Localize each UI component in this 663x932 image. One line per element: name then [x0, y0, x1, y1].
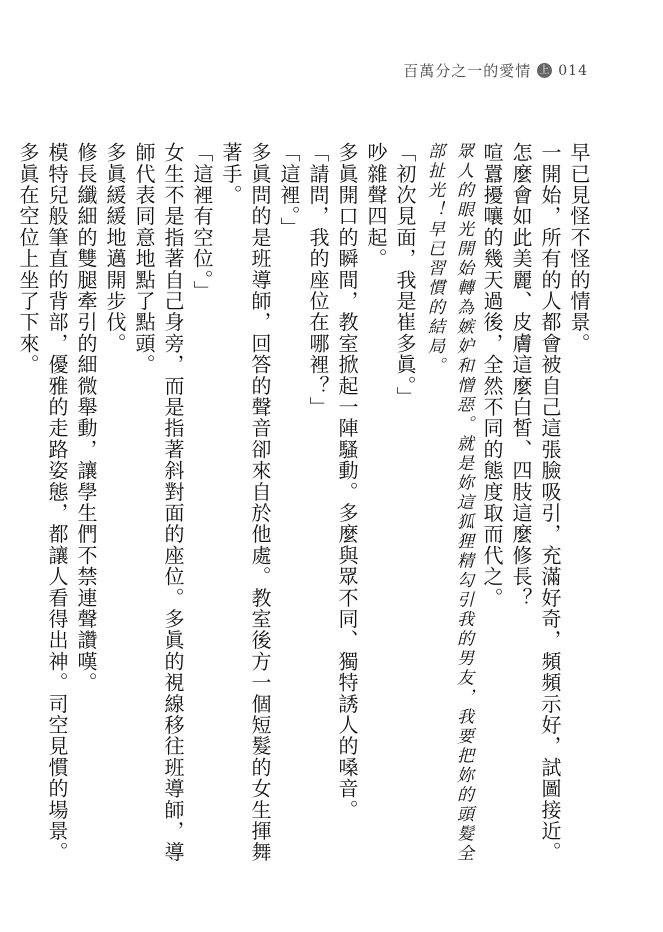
paragraph-inner-thought: 眾人的眼光開始轉為嫉妒和憎惡。就是妳這狐狸精勾引我的男友，我要把妳的頭髮全部扯光！早已習慣的結局。	[424, 142, 473, 864]
paragraph-dialogue: 「請問，我的座位在哪裡？」	[306, 142, 330, 418]
page-number: 014	[558, 62, 588, 79]
volume-badge: 上	[539, 65, 551, 76]
paragraph-dialogue: 「初次見面，我是崔多眞。」	[393, 142, 417, 408]
paragraph: 多眞問的是班導師，回答的聲音卻來自於他處。教室後方一個短髮的女生揮舞著手。	[219, 142, 272, 863]
paragraph: 早已見怪不怪的情景。	[567, 142, 591, 354]
paragraph: 多眞在空位上坐了下來。	[16, 142, 40, 376]
paragraph: 怎麼會如此美麗、皮膚這麼白皙、四肢這麼修長？	[509, 142, 533, 609]
paragraph-dialogue: 「這裡有空位。」	[190, 142, 214, 302]
paragraph: 多眞開口的瞬間，教室掀起一陣騷動。多麼與眾不同、獨特誘人的嗓音。	[335, 142, 359, 821]
body-text	[16, 142, 593, 877]
book-title: 百萬分之一的愛情	[403, 62, 532, 80]
running-header	[403, 60, 588, 81]
paragraph: 修長纖細的雙腿牽引的細微舉動，讓學生們不禁連聲讚嘆。	[74, 142, 98, 694]
paragraph: 喧囂擾嚷的幾天過後，全然不同的態度取而代之。	[480, 142, 504, 609]
paragraph: 模特兒般筆直的背部，優雅的走路姿態，都讓人看得出神。司空見慣的場景。	[45, 142, 69, 863]
paragraph: 多眞緩緩地邁開步伐。	[103, 142, 127, 354]
paragraph: 一開始，所有的人都會被自己這張臉吸引，充滿好奇，頻頻示好，試圖接近。	[538, 142, 562, 863]
paragraph: 女生不是指著自己身旁，而是指著斜對面的座位。多眞的視線移往班導師，導師代表同意地點了點頭。	[132, 142, 185, 863]
paragraph: 吵雜聲四起。	[364, 142, 388, 270]
paragraph-dialogue: 「這裡。」	[277, 142, 301, 238]
